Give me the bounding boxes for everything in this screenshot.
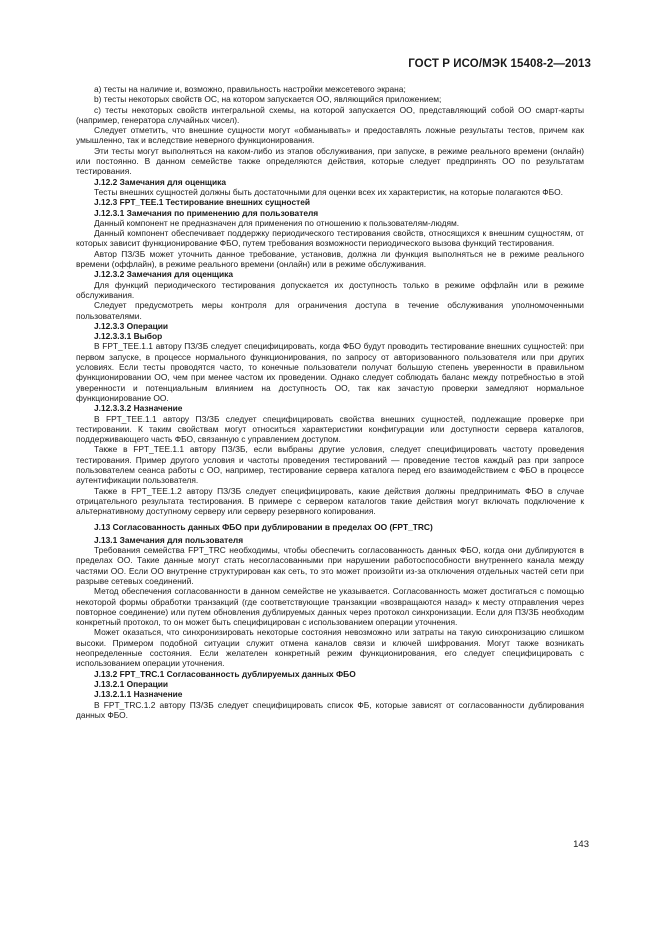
body-paragraph: Следует отметить, что внешние сущности могут «обманывать» и предоставлять ложные результаты тестов, причем как умышленно, так и вследствие неверного функционирования. bbox=[76, 125, 584, 146]
body-paragraph: Следует предусмотреть меры контроля для ограничения доступа в течение обслуживания уполномоченными пользователями. bbox=[76, 300, 584, 321]
body-paragraph: Данный компонент обеспечивает поддержку периодического тестирования свойств, относящихся к внешним сущностям, от которых зависит функционирование ФБО, путем требования возможности периодического вызова функций тестирования. bbox=[76, 228, 584, 249]
section-heading: J.13.2.1 Операции bbox=[94, 678, 169, 689]
document-header: ГОСТ Р ИСО/МЭК 15408-2—2013 bbox=[408, 58, 591, 70]
body-paragraph: а) тесты на наличие и, возможно, правильность настройки межсетевого экрана; bbox=[94, 84, 406, 94]
body-paragraph: В FPT_TEE.1.1 автору ПЗ/ЗБ следует специфицировать, когда ФБО будут проводить тестирование внешних сущностей: при первом запуске, в процессе нормального функционирования, по запросу от авторизованного пользователя или при других условиях. Если тесты проводятся часто, то конечные пользователи получат большую степень уверенности в правильном функционировании ОО, чем при менее частом их проведении. Однако следует соблюдать баланс между потребностью в этой уверенности и потенциальным влиянием на доступность ОО, так как зачастую проверки замедляют нормальное функционирование ОО. bbox=[76, 341, 584, 403]
section-heading: J.12.3.2 Замечания для оценщика bbox=[94, 269, 233, 280]
body-paragraph: В FPT_TEE.1.1 автору ПЗ/ЗБ следует специфицировать свойства внешних сущностей, подлежащие проверке при тестировании. К таким свойствам могут относиться характеристики конфигурации или доступности сервера каталогов, поддерживающего часть ФБО, связанную с управлением доступом. bbox=[76, 413, 584, 445]
section-heading: J.13.1 Замечания для пользователя bbox=[94, 534, 244, 545]
body-paragraph: Может оказаться, что синхронизировать некоторые состояния невозможно или затраты на такую синхронизацию слишком высоки. Примером подобной ситуации служит отмена каналов связи и ключей шифрования. Могут также возникать неопределенные состояния. Если желателен конкретный режим функционирования, его следует специфицировать с использованием операции уточнения. bbox=[76, 627, 584, 669]
section-heading: J.12.3.3.1 Выбор bbox=[94, 331, 163, 342]
section-heading: J.13.2 FPT_TRC.1 Согласованность дублируемых данных ФБО bbox=[94, 668, 356, 679]
document-body bbox=[76, 84, 584, 720]
body-paragraph: Автор ПЗ/ЗБ может уточнить данное требование, установив, должна ли функция выполняться не в режиме реального времени (оффлайн), в режиме реального времени (онлайн) или в режиме обслуживания. bbox=[76, 248, 584, 270]
body-paragraph: Метод обеспечения согласованности в данном семействе не указывается. Согласованность может достигаться с помощью некоторой формы обработки транзакций (где соответствующие транзакции «возвращаются назад» к месту отправления через повторное соединение) или путем обновления дублируемых данных через протокол синхронизации. Если для ПЗ/ЗБ необходим конкретный протокол, то он может быть специфицирован с использованием операции уточнения. bbox=[76, 586, 584, 628]
body-paragraph: Также в FPT_TEE.1.1 автору ПЗ/ЗБ, если выбраны другие условия, следует специфицировать частоту проведения тестирования. Пример другого условия и частоты проведения тестирований — проведение тестов каждый раз при запросе пользователем сеанса работы с ОО, например, тестирование сервера каталога перед его взаимодействием с ФБО в процессе аутентификации пользователя. bbox=[76, 444, 584, 486]
section-heading: J.12.3.1 Замечания по применению для пользователя bbox=[94, 207, 319, 218]
body-paragraph: Эти тесты могут выполняться на каком-либо из этапов обслуживания, при запуске, в режиме реального времени (онлайн) или постоянно. В данном семействе также определяются действия, которые следует предпринять ОО по результатам тестирования. bbox=[76, 145, 584, 177]
section-heading: J.13 Согласованность данных ФБО при дублировании в пределах ОО (FPT_TRC) bbox=[94, 522, 433, 533]
section-heading: J.12.2 Замечания для оценщика bbox=[94, 176, 226, 187]
body-paragraph: Данный компонент не предназначен для применения по отношению к пользователям-людям. bbox=[94, 217, 460, 228]
section-heading: J.12.3.3.2 Назначение bbox=[94, 403, 183, 414]
body-paragraph: b) тесты некоторых свойств ОС, на котором запускается ОО, являющийся приложением; bbox=[94, 94, 442, 105]
body-paragraph: Требования семейства FPT_TRC необходимы, чтобы обеспечить согласованность данных ФБО, когда они дублируются в пределах ОО. Такие данные могут стать несогласованными при нарушении работоспособности внутреннего канала между частями ОО. Если ОО внутренне структурирован как сеть, то это может произойти из-за отключения отдельных частей сети при разрыве сетевых соединений. bbox=[76, 545, 584, 586]
page-number: 143 bbox=[573, 839, 589, 850]
body-paragraph: Тесты внешних сущностей должны быть достаточными для оценки всех их характеристик, на которые полагаются ФБО. bbox=[94, 186, 563, 197]
body-paragraph: Для функций периодического тестирования допускается их доступность только в режиме оффлайн или в режиме обслуживания. bbox=[76, 279, 584, 300]
body-paragraph: Также в FPT_TEE.1.2 автору ПЗ/ЗБ следует специфицировать, какие действия должны предпринимать ФБО в случае отрицательного результата тестирования. В примере с сервером каталогов такие действия могут включать подключение к альтернативному доступному серверу или серверу резервного копирования. bbox=[76, 485, 584, 517]
section-heading: J.13.2.1.1 Назначение bbox=[94, 689, 183, 700]
body-paragraph: с) тесты некоторых свойств интегральной схемы, на которой запускается ОО, представляющий собой ОО смарт-карты (например, генератора случайных чисел). bbox=[76, 104, 584, 125]
section-heading: J.12.3.3 Операции bbox=[94, 320, 169, 331]
body-paragraph: В FPT_TRC.1.2 автору ПЗ/ЗБ следует специфицировать список ФБ, которые зависят от согласованности дублирования данных ФБО. bbox=[76, 699, 584, 720]
section-heading: J.12.3 FPT_TEE.1 Тестирование внешних сущностей bbox=[94, 197, 311, 208]
